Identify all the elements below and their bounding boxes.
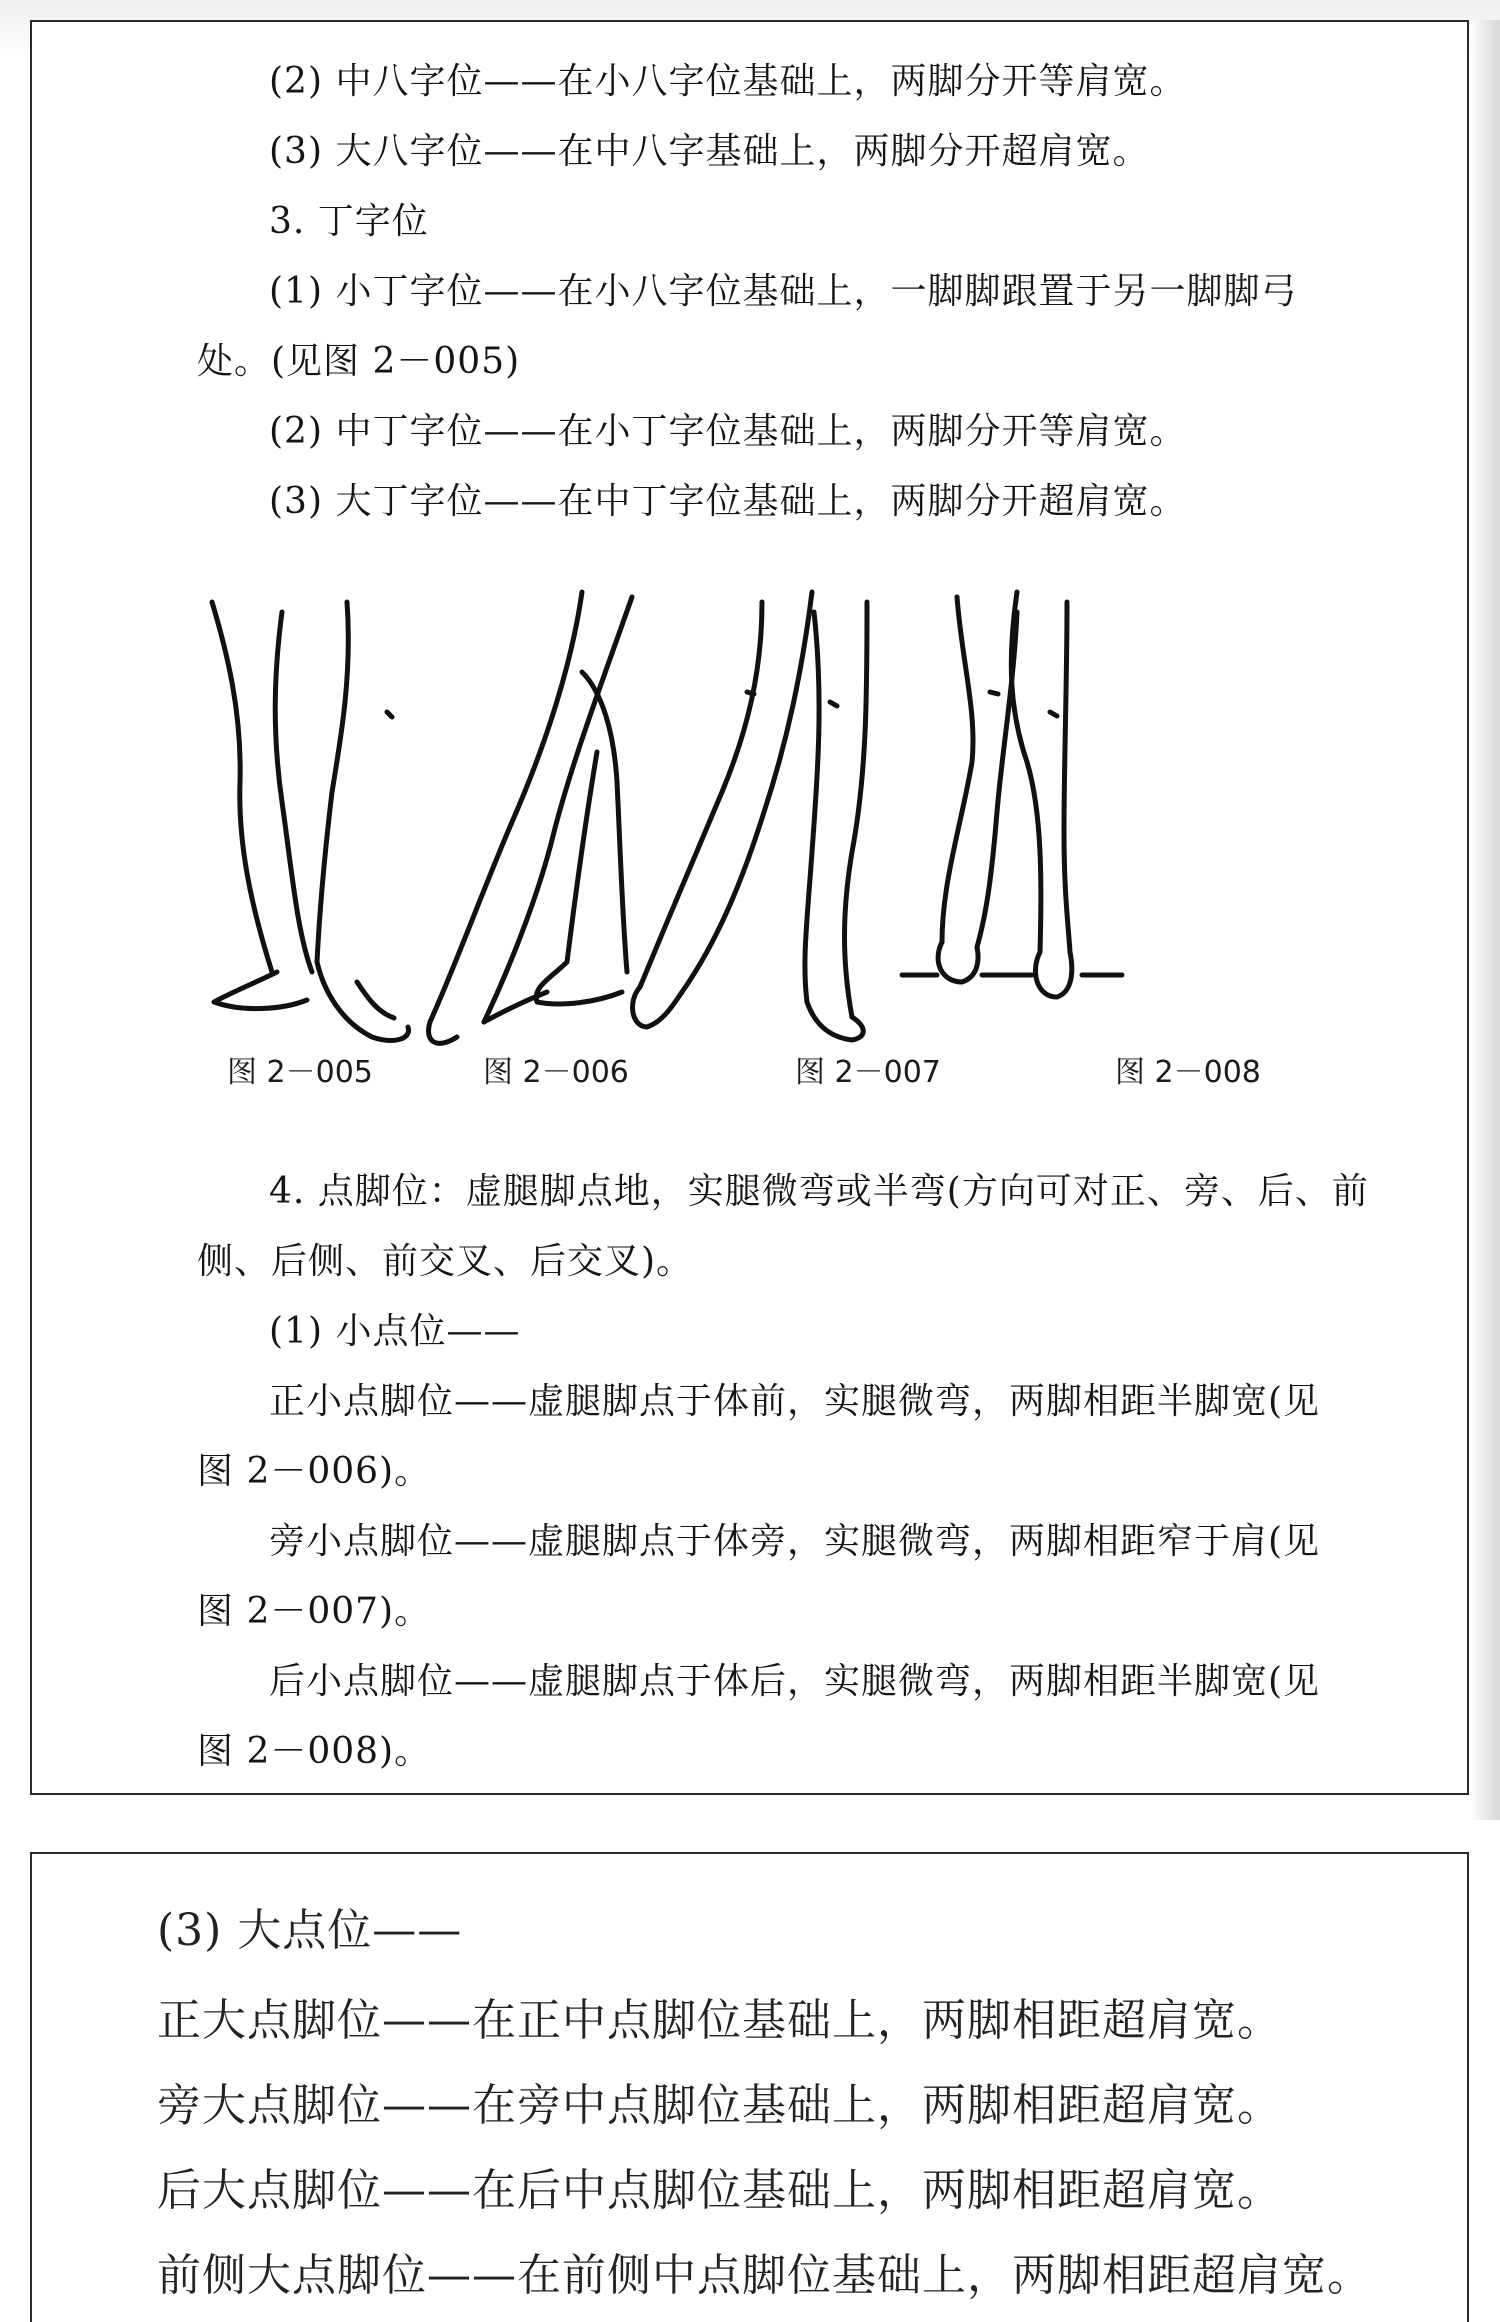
- figure-caption: 图 2－005: [227, 1055, 373, 1090]
- paragraph-line: 图 2－007)。: [197, 1591, 432, 1632]
- figure-caption: 图 2－007: [795, 1055, 941, 1090]
- figure-caption: 图 2－006: [483, 1055, 629, 1090]
- page-curl: [1470, 20, 1500, 1820]
- paragraph-line: (2) 中丁字位——在小丁字位基础上，两脚分开等肩宽。: [269, 411, 1187, 452]
- section-heading: (3) 大点位——: [157, 1905, 463, 1956]
- paragraph-line: 后小点脚位——虚腿脚点于体后，实腿微弯，两脚相距半脚宽(见: [269, 1661, 1321, 1702]
- paragraph-line: 前侧大点脚位——在前侧中点脚位基础上，两脚相距超肩宽。: [157, 2250, 1372, 2301]
- figure-2-006-drawing: [429, 592, 632, 1043]
- paragraph-line: 旁小点脚位——虚腿脚点于体旁，实腿微弯，两脚相距窄于肩(见: [269, 1521, 1321, 1562]
- paragraph-line: (1) 小点位——: [269, 1311, 521, 1352]
- paragraph-line: (3) 大丁字位——在中丁字位基础上，两脚分开超肩宽。: [269, 481, 1187, 522]
- paragraph-line: 处。(见图 2－005): [197, 341, 521, 382]
- paragraph-line: 图 2－006)。: [197, 1451, 432, 1492]
- paragraph-line: 侧、后侧、前交叉、后交叉)。: [197, 1241, 694, 1282]
- figure-2-008-drawing: [902, 592, 1122, 997]
- figure-2-005-drawing: [212, 602, 409, 1040]
- paragraph-line: 4. 点脚位：虚腿脚点地，实腿微弯或半弯(方向可对正、旁、后、前: [269, 1171, 1369, 1212]
- section-heading: 3. 丁字位: [269, 201, 429, 242]
- paragraph-line: 旁大点脚位——在旁中点脚位基础上，两脚相距超肩宽。: [157, 2080, 1282, 2131]
- figure-2-007-drawing: [633, 592, 867, 1040]
- paragraph-line: 后大点脚位——在后中点脚位基础上，两脚相距超肩宽。: [157, 2165, 1282, 2216]
- text-panel-upper: [30, 20, 1469, 1795]
- foot-position-figures: [202, 582, 1372, 1062]
- text-panel-lower: [30, 1852, 1469, 2322]
- paragraph-line: 图 2－008)。: [197, 1731, 432, 1772]
- paragraph-line: (2) 中八字位——在小八字位基础上，两脚分开等肩宽。: [269, 61, 1187, 102]
- paragraph-line: 正小点脚位——虚腿脚点于体前，实腿微弯，两脚相距半脚宽(见: [269, 1381, 1321, 1422]
- paragraph-line: (3) 大八字位——在中八字基础上，两脚分开超肩宽。: [269, 131, 1150, 172]
- paragraph-line: (1) 小丁字位——在小八字位基础上，一脚脚跟置于另一脚脚弓: [269, 271, 1298, 312]
- paragraph-line: 正大点脚位——在正中点脚位基础上，两脚相距超肩宽。: [157, 1995, 1282, 2046]
- figure-caption: 图 2－008: [1115, 1055, 1261, 1090]
